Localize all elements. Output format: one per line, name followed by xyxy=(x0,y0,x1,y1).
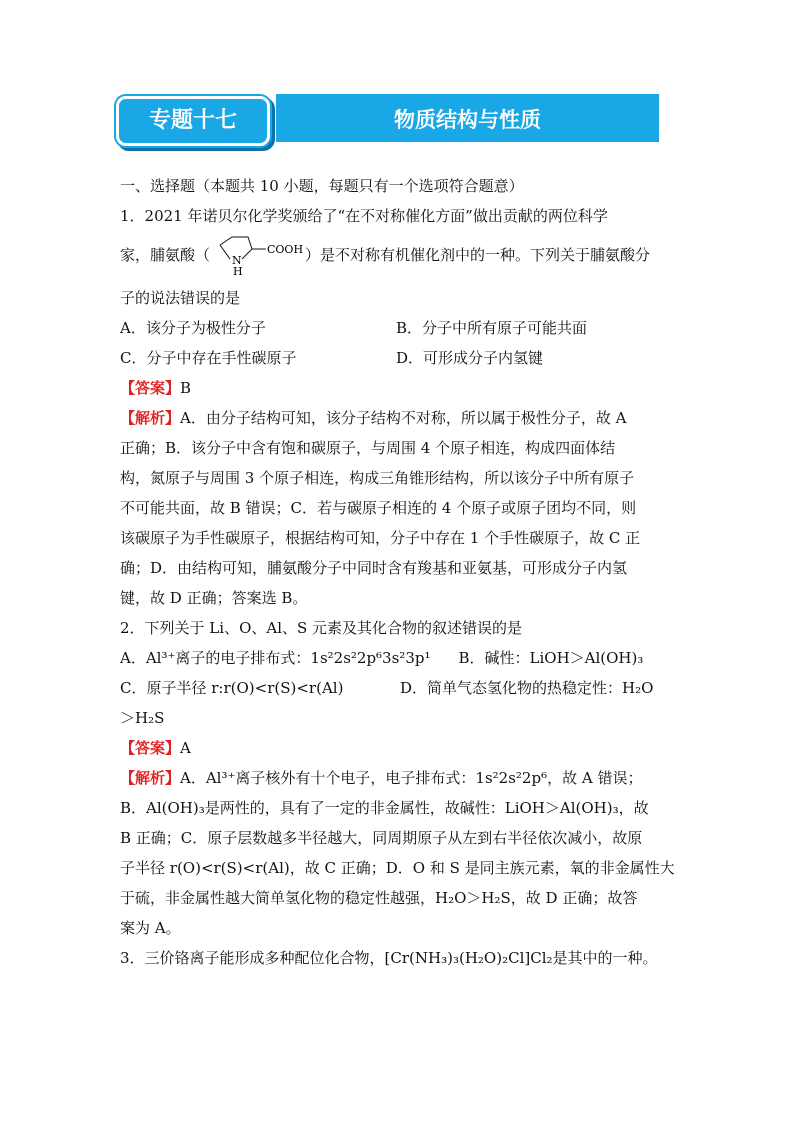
q1-stem-line-3: 子的说法错误的是 xyxy=(120,289,241,307)
q1-answer-tag: 【答案】 xyxy=(120,379,181,397)
q2-explanation-line-2: B．Al(OH)₃是两性的，具有了一定的非金属性，故碱性：LiOH＞Al(OH)₃，故 xyxy=(120,799,649,817)
q1-stem-line-2 xyxy=(120,235,672,277)
q1-answer-value: B xyxy=(180,379,192,397)
q2-explanation-line-6: 案为 A。 xyxy=(120,919,181,937)
q1-stem-part-1: 家，脯氨酸（ xyxy=(120,246,211,264)
mol-cooh-label: COOH xyxy=(267,243,304,256)
mol-n-label: N xyxy=(232,254,242,267)
q2-option-c: C．原子半径 r:r(O)<r(S)<r(Al) xyxy=(120,679,344,697)
q1-explanation-line-7: 键，故 D 正确；答案选 B。 xyxy=(120,589,308,607)
q1-explanation-line-2: 正确；B．该分子中含有饱和碳原子，与周围 4 个原子相连，构成四面体结 xyxy=(120,439,616,457)
q1-explanation-tag: 【解析】 xyxy=(120,409,181,427)
q1-option-b: B．分子中所有原子可能共面 xyxy=(396,319,588,337)
q2-explanation-tag: 【解析】 xyxy=(120,769,181,787)
q2-answer-tag: 【答案】 xyxy=(120,739,181,757)
q1-explanation-line-1 xyxy=(120,403,672,433)
q1-explanation-line-5: 该碳原子为手性碳原子，根据结构可知，分子中存在 1 个手性碳原子，故 C 正 xyxy=(120,529,641,547)
q2-option-d-cont: ＞H₂S xyxy=(120,709,165,727)
topic-tag: 专题十七 xyxy=(116,96,270,146)
q1-option-c: C．分子中存在手性碳原子 xyxy=(120,349,297,367)
q1-answer xyxy=(120,373,672,403)
q2-option-d: D．简单气态氢化物的热稳定性：H₂O xyxy=(400,679,654,697)
q2-explanation-line-5: 于硫，非金属性越大简单氢化物的稳定性越强，H₂O＞H₂S，故 D 正确；故答 xyxy=(120,889,638,907)
q2-options-row-2 xyxy=(120,673,672,703)
q2-option-a: A．Al³⁺离子的电子排布式：1s²2s²2p⁶3s²3p¹ xyxy=(120,649,431,667)
q1-explanation-text: A．由分子结构可知，该分子结构不对称，所以属于极性分子，故 A xyxy=(180,409,627,427)
q1-option-d: D．可形成分子内氢键 xyxy=(396,349,544,367)
q3-stem: 3．三价铬离子能形成多种配位化合物，[Cr(NH₃)₃(H₂O)₂Cl]Cl₂是其中的一种。 xyxy=(120,949,658,967)
q1-explanation-line-4: 不可能共面，故 B 错误；C．若与碳原子相连的 4 个原子或原子团均不同，则 xyxy=(120,499,637,517)
topic-banner xyxy=(116,94,659,144)
q2-explanation-line-3: B 正确；C．原子层数越多半径越大，同周期原子从左到右半径依次减小，故原 xyxy=(120,829,643,847)
q2-explanation-text: A．Al³⁺离子核外有十个电子，电子排布式：1s²2s²2p⁶，故 A 错误； xyxy=(180,769,643,787)
q2-answer xyxy=(120,733,672,763)
mol-h-label: H xyxy=(233,265,243,277)
q2-option-b: B．碱性：LiOH＞Al(OH)₃ xyxy=(458,649,644,667)
q1-stem-line-1: 1．2021 年诺贝尔化学奖颁给了“在不对称催化方面”做出贡献的两位科学 xyxy=(120,207,608,225)
q1-explanation-line-3: 构，氮原子与周围 3 个原子相连，构成三角锥形结构，所以该分子中所有原子 xyxy=(120,469,635,487)
q1-options-row-1 xyxy=(120,313,672,343)
proline-structure xyxy=(210,235,305,277)
document-body xyxy=(120,171,675,973)
q2-options-row-1 xyxy=(120,643,672,673)
q2-answer-value: A xyxy=(180,739,191,757)
q1-options-row-2 xyxy=(120,343,672,373)
q1-explanation-line-6: 确；D．由结构可知，脯氨酸分子中同时含有羧基和亚氨基，可形成分子内氢 xyxy=(120,559,628,577)
q2-stem: 2．下列关于 Li、O、Al、S 元素及其化合物的叙述错误的是 xyxy=(120,619,523,637)
section-heading: 一、选择题（本题共 10 小题，每题只有一个选项符合题意） xyxy=(120,177,524,195)
q1-stem-part-2: ）是不对称有机催化剂中的一种。下列关于脯氨酸分 xyxy=(305,246,651,264)
topic-title: 物质结构与性质 xyxy=(276,94,659,142)
q1-option-a: A．该分子为极性分子 xyxy=(120,319,266,337)
q2-explanation-line-4: 子半径 r(O)<r(S)<r(Al)，故 C 正确；D．O 和 S 是同主族元素，氧的非金属性大 xyxy=(120,859,675,877)
q2-explanation-line-1 xyxy=(120,763,672,793)
